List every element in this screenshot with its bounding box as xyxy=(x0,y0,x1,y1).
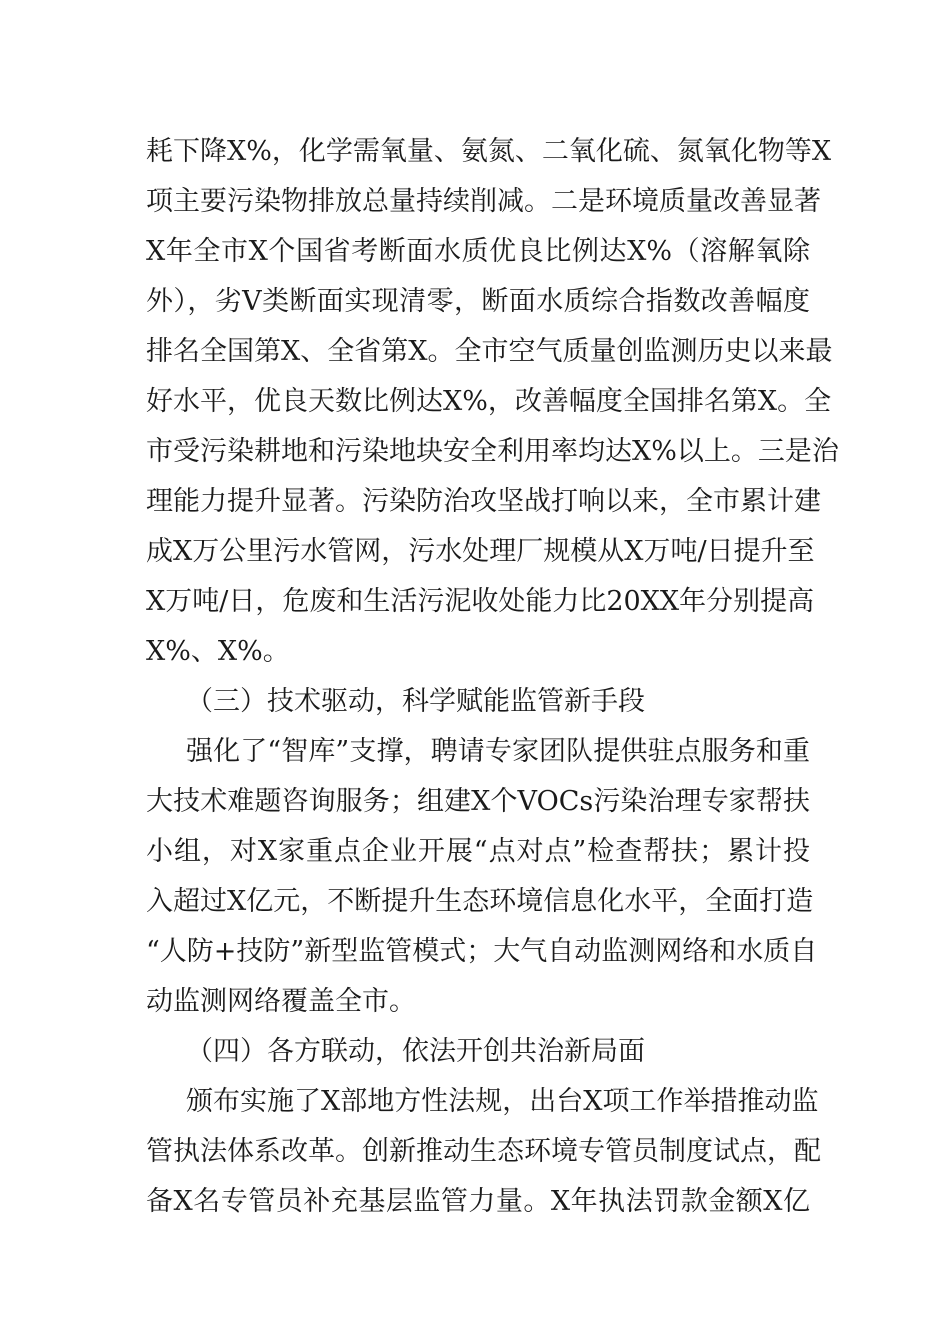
text-line: 动监测网络覆盖全市。 xyxy=(146,986,416,1017)
text-line: 耗下降X%，化学需氧量、氨氮、二氧化硫、氮氧化物等X xyxy=(146,136,832,167)
text-line: 大技术难题咨询服务；组建X个VOCs污染治理专家帮扶 xyxy=(146,786,810,817)
section-heading-3: （三）技术驱动，科学赋能监管新手段 xyxy=(186,686,645,717)
text-line: 强化了“智库”支撑，聘请专家团队提供驻点服务和重 xyxy=(186,736,810,767)
text-line: 入超过X亿元，不断提升生态环境信息化水平，全面打造 xyxy=(146,886,814,917)
text-line: 小组，对X家重点企业开展“点对点”检查帮扶；累计投 xyxy=(146,836,810,867)
text-line: 项主要污染物排放总量持续削减。二是环境质量改善显著 xyxy=(146,186,821,217)
text-line: X万吨/日，危废和生活污泥收处能力比20XX年分别提高 xyxy=(146,586,815,617)
text-line: 备X名专管员补充基层监管力量。X年执法罚款金额X亿 xyxy=(146,1186,810,1217)
text-line: “人防+技防”新型监管模式；大气自动监测网络和水质自 xyxy=(146,936,818,967)
text-line: 理能力提升显著。污染防治攻坚战打响以来，全市累计建 xyxy=(146,486,821,517)
text-line: 好水平，优良天数比例达X%，改善幅度全国排名第X。全 xyxy=(146,386,832,417)
text-line: 成X万公里污水管网，污水处理厂规模从X万吨/日提升至 xyxy=(146,536,815,567)
text-line: X%、X%。 xyxy=(146,636,290,667)
section-heading-4: （四）各方联动，依法开创共治新局面 xyxy=(186,1036,645,1067)
text-line: 排名全国第X、全省第X。全市空气质量创监测历史以来最 xyxy=(146,336,833,367)
text-line: 颁布实施了X部地方性法规，出台X项工作举措推动监 xyxy=(186,1086,819,1117)
text-line: 市受污染耕地和污染地块安全利用率均达X%以上。三是治 xyxy=(146,436,839,467)
text-line: 管执法体系改革。创新推动生态环境专管员制度试点，配 xyxy=(146,1136,821,1167)
text-line: X年全市X个国省考断面水质优良比例达X%（溶解氧除 xyxy=(146,236,810,267)
text-line: 外），劣Ⅴ类断面实现清零，断面水质综合指数改善幅度 xyxy=(146,286,810,317)
